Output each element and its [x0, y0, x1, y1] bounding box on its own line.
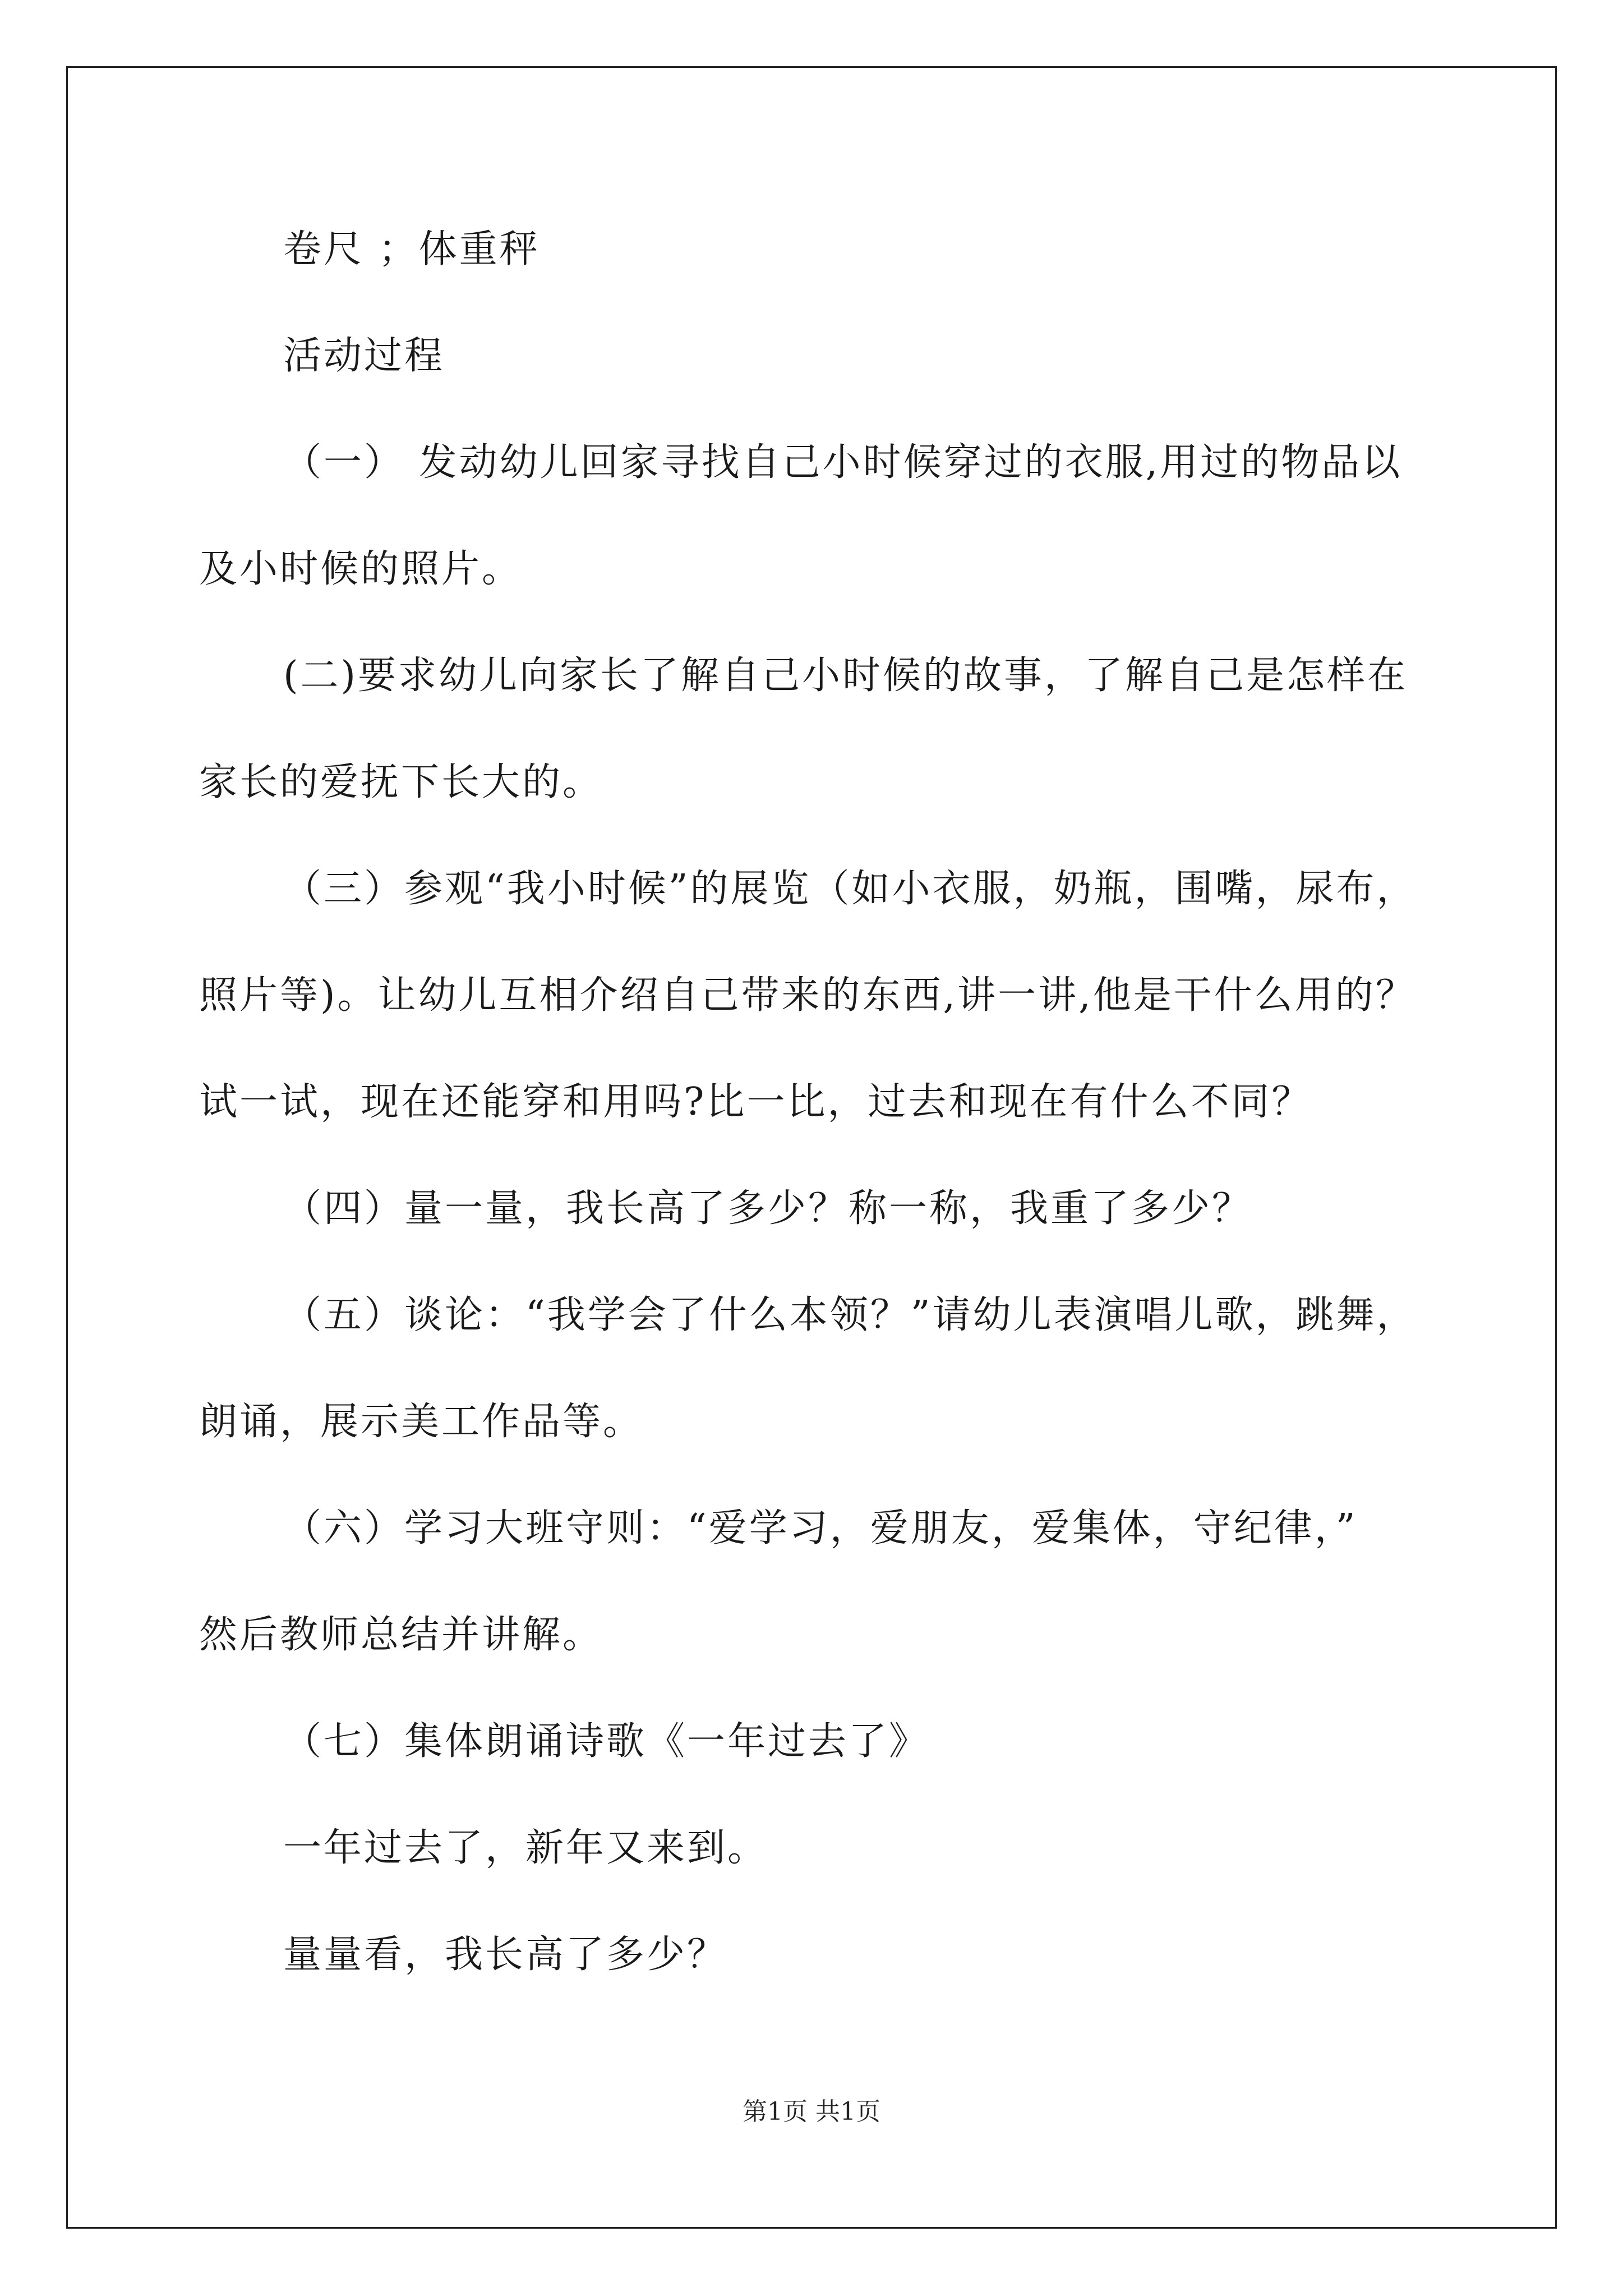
step-7-line-1: （七）集体朗诵诗歌《一年过去了》 [283, 1719, 930, 1764]
step-1-line-2: 及小时候的照片。 [199, 547, 523, 591]
step-3-line-2: 照片等)。让幼儿互相介绍自己带来的东西,讲一讲,他是干什么用的？ [199, 973, 1416, 1018]
page-footer: 第1页 共1页 [743, 2097, 880, 2126]
step-3-line-1: （三）参观“我小时候”的展览（如小衣服，奶瓶，围嘴，尿布， [283, 867, 1417, 911]
step-6-line-1: （六）学习大班守则：“爱学习，爱朋友，爱集体，守纪律，” [283, 1506, 1358, 1550]
poem-line-1: 一年过去了，新年又来到。 [283, 1826, 768, 1870]
poem-line-2: 量量看，我长高了多少？ [283, 1932, 728, 1977]
materials-line: 卷尺 ；体重秤 [283, 227, 540, 272]
step-4-line-1: （四）量一量，我长高了多少？称一称，我重了多少？ [283, 1186, 1253, 1231]
step-3-line-3: 试一试，现在还能穿和用吗?比一比，过去和现在有什么不同？ [199, 1080, 1312, 1124]
step-6-line-2: 然后教师总结并讲解。 [199, 1613, 603, 1657]
step-2-line-2: 家长的爱抚下长大的。 [199, 760, 603, 804]
page-border [66, 66, 1557, 2229]
step-1-line-1: （一） 发动幼儿回家寻找自己小时候穿过的衣服,用过的物品以 [283, 440, 1403, 485]
step-5-line-2: 朗诵，展示美工作品等。 [199, 1400, 644, 1444]
step-2-line-1: (二)要求幼儿向家长了解自己小时候的故事，了解自己是怎样在 [283, 654, 1408, 698]
step-5-line-1: （五）谈论：“我学会了什么本领？”请幼儿表演唱儿歌，跳舞， [283, 1293, 1417, 1337]
process-heading: 活动过程 [283, 334, 445, 378]
